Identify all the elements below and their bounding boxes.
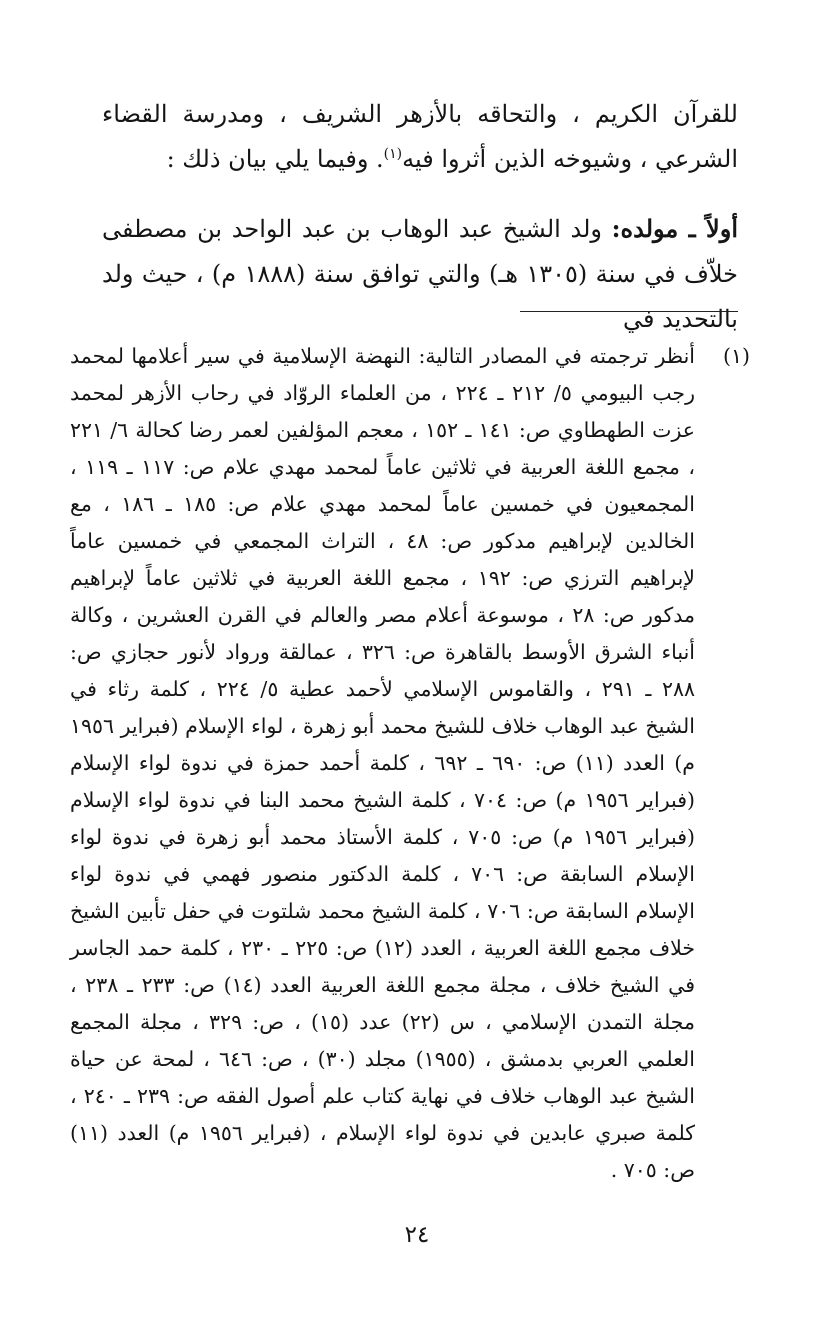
section-heading: أولاً ـ مولده: [611,214,738,243]
footnote-text: أنظر ترجمته في المصادر التالية: النهضة الإسلامية في سير أعلامها لمحمد رجب البيومي ٥/ ٢١٢ ـ ٢٢٤ ، من العلماء الروّاد في رحاب الأزهر لمحمد عزت الطهطاوي ص: ١٤١ ـ ١٥٢ ، معجم المؤلفين لعمر رضا كحالة ٦/ ٢٢١ ، مجمع اللغة العربية في ثلاثين عاماً لمحمد مهدي علام ص: ١١٧ ـ ١١٩ ، المجمعيون في خمسين عاماً لمحمد مهدي علام ص: ١٨٥ ـ ١٨٦ ، مع الخالدين لإبراهيم مدكور ص: ٤٨ ، التراث المجمعي في خمسين عاماً لإبراهيم الترزي ص: ١٩٢ ، مجمع اللغة العربية في ثلاثين عاماً لإبراهيم مدكور ص: ٢٨ ، موسوعة أعلام مصر والعالم في القرن العشرين ، وكالة أنباء الشرق الأوسط بالقاهرة ص: ٣٢٦ ، عمالقة ورواد لأنور حجازي ص: ٢٨٨ ـ ٢٩١ ، والقاموس الإسلامي لأحمد عطية ٥/ ٢٢٤ ، كلمة رثاء في الشيخ عبد الوهاب خلاف للشيخ محمد أبو زهرة ، لواء الإسلام (فبراير ١٩٥٦ م) العدد (١١) ص: ٦٩٠ ـ ٦٩٢ ، كلمة أحمد حمزة في ندوة لواء الإسلام (فبراير ١٩٥٦ م) ص: ٧٠٤ ، كلمة الشيخ محمد البنا في ندوة لواء الإسلام (فبراير ١٩٥٦ م) ص: ٧٠٥ ، كلمة الأستاذ محمد أبو زهرة في ندوة لواء الإسلام السابقة ص: ٧٠٦ ، كلمة الدكتور منصور فهمي في ندوة لواء الإسلام السابقة ص: ٧٠٦ ، كلمة الشيخ محمد شلتوت في حفل تأبين الشيخ خلاف مجمع اللغة العربية ، العدد (١٢) ص: ٢٢٥ ـ ٢٣٠ ، كلمة حمد الجاسر في الشيخ خلاف ، مجلة مجمع اللغة العربية العدد (١٤) ص: ٢٣٣ ـ ٢٣٨ ، مجلة التمدن الإسلامي ، س (٢٢) عدد (١٥) ، ص: ٣٢٩ ، مجلة المجمع العلمي العربي بدمشق ، (١٩٥٥) مجلد (٣٠) ، ص: ٦٤٦ ، لمحة عن حياة الشيخ عبد الوهاب خلاف في نهاية كتاب علم أصول الفقه ص: ٢٣٩ ـ ٢٤٠ ، كلمة صبري عابدين في ندوة لواء الإسلام ، (فبراير ١٩٥٦ م) العدد (١١) ص: ٧٠٥ . [70,344,696,1182]
footnote-reference: (١) [383,146,403,162]
main-text [102,92,738,342]
footnote-marker: (١) [722,344,750,368]
footnote [70,338,750,1189]
paragraph-continuation: للقرآن الكريم ، والتحاقه بالأزهر الشريف ، ومدرسة القضاء الشرعي ، وشيوخه الذين أثروا فيه [102,100,738,173]
paragraph-continuation-end: . وفيما يلي بيان ذلك : [166,145,384,173]
birth-section-paragraph [102,206,738,342]
footnote-separator [520,311,738,312]
intro-paragraph [102,92,738,182]
section-text: ولد الشيخ عبد الوهاب بن عبد الواحد بن مصطفى خلاّف في سنة (١٣٠٥ هـ) والتي توافق سنة (١٨٨٨ م) ، حيث ولد بالتحديد في [102,215,738,333]
page-number: ٢٤ [404,1222,430,1248]
